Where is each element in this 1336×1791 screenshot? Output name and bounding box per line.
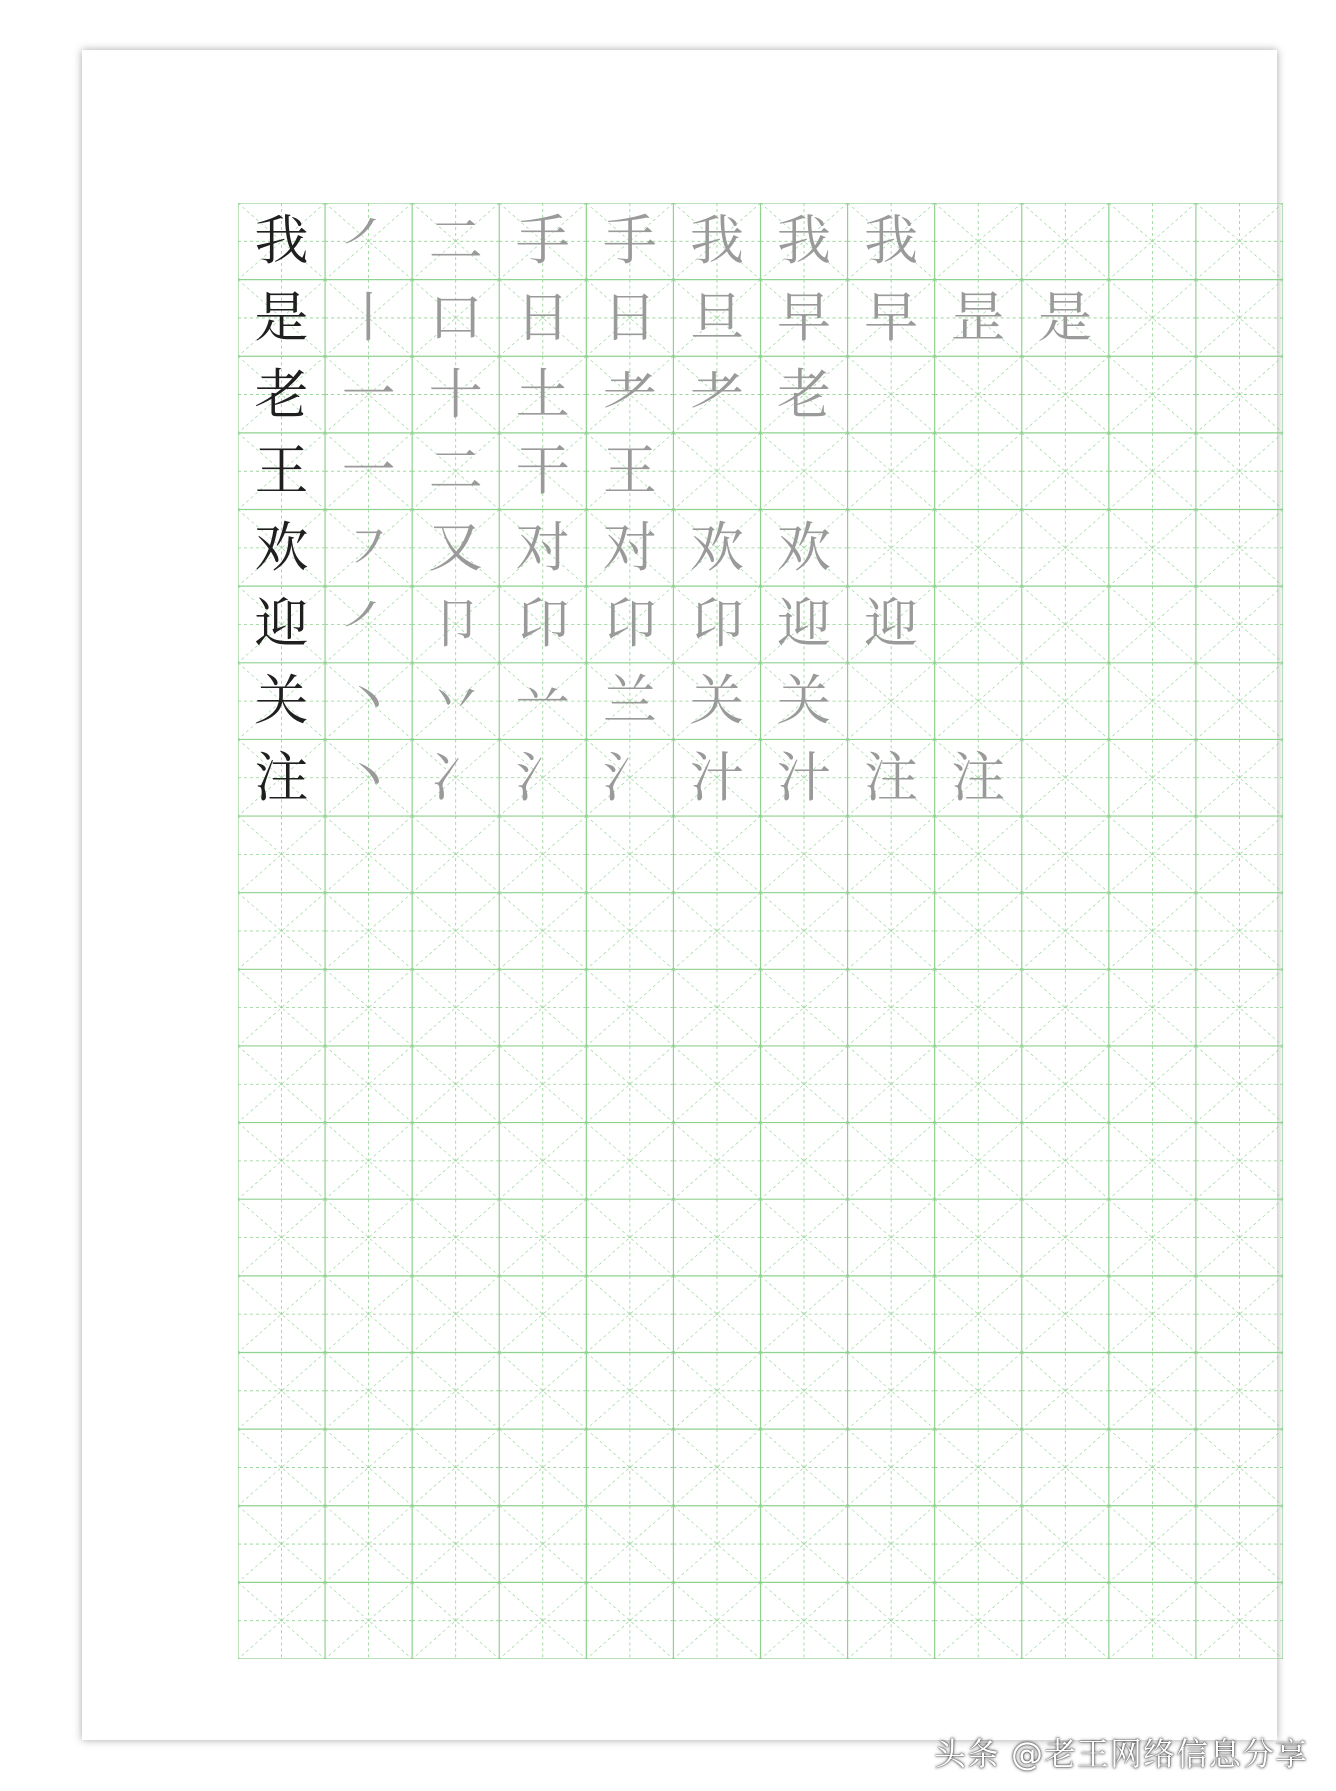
stroke-order-step: ㇇ [341,515,396,579]
stroke-order-step: 卬 [602,592,657,656]
stroke-order-step: 对 [602,515,657,579]
stroke-order-step: 土 [515,362,570,426]
stroke-order-step: 日 [515,285,570,349]
worksheet-sheet [82,50,1277,1740]
stroke-order-step: 关 [777,669,832,733]
stroke-order-step: 卩 [428,592,483,656]
stroke-order-step: 日 [602,285,657,349]
stroke-order-step: 䒑 [515,669,570,733]
stroke-order-step: 又 [428,515,483,579]
stroke-order-step: 汁 [689,745,744,809]
stroke-order-step: 丶 [341,669,396,733]
stroke-order-step: 卬 [689,592,744,656]
stroke-order-step: 一 [341,362,396,426]
stroke-order-step: 关 [689,669,744,733]
stroke-order-step: 丷 [428,669,483,733]
stroke-order-step: 欢 [777,515,832,579]
stroke-order-step: 对 [515,515,570,579]
stroke-order-step: ㇒ [341,209,396,273]
stroke-order-step: 王 [602,439,657,503]
stroke-order-step: 氵 [515,745,570,809]
stroke-order-step: 手 [602,209,657,273]
stroke-order-step: 耂 [689,362,744,426]
stroke-order-step: 我 [689,209,744,273]
watermark-text: 头条 @老王网络信息分享 [933,1735,1308,1773]
stroke-order-step: 是 [1038,285,1093,349]
stroke-order-step: 丶 [341,745,396,809]
stroke-order-step: 十 [428,362,483,426]
stroke-order-step: 早 [864,285,919,349]
stroke-order-step: 迎 [864,592,919,656]
model-character: 欢 [254,515,309,579]
stroke-order-step: 早 [777,285,832,349]
model-character: 注 [254,745,309,809]
model-character: 迎 [254,592,309,656]
stroke-order-step: 欢 [689,515,744,579]
model-character: 关 [254,669,309,733]
stroke-order-step: 二 [428,439,483,503]
stroke-order-step: 迎 [777,592,832,656]
stroke-order-step: 丨 [341,285,396,349]
stroke-order-step: 冫 [428,745,483,809]
stroke-order-step: 干 [515,439,570,503]
stroke-order-step: 注 [951,745,1006,809]
stroke-order-step: 旦 [689,285,744,349]
model-character: 我 [254,209,309,273]
stroke-order-step: 昰 [951,285,1006,349]
stroke-order-step: 我 [777,209,832,273]
stroke-order-step: 卬 [515,592,570,656]
stroke-order-step: 老 [777,362,832,426]
stroke-order-step: 耂 [602,362,657,426]
stroke-order-step: 口 [428,285,483,349]
mizige-grid [238,203,1283,1659]
stroke-order-step: 兰 [602,669,657,733]
stroke-order-step: 手 [515,209,570,273]
model-character: 老 [254,362,309,426]
model-character: 是 [254,285,309,349]
stroke-order-step: 我 [864,209,919,273]
stroke-order-step: 氵 [602,745,657,809]
stroke-order-step: 一 [341,439,396,503]
stroke-order-step: 二 [428,209,483,273]
stroke-order-step: 汁 [777,745,832,809]
stroke-order-step: 注 [864,745,919,809]
model-character: 王 [254,439,309,503]
stroke-order-step: ㇒ [341,592,396,656]
